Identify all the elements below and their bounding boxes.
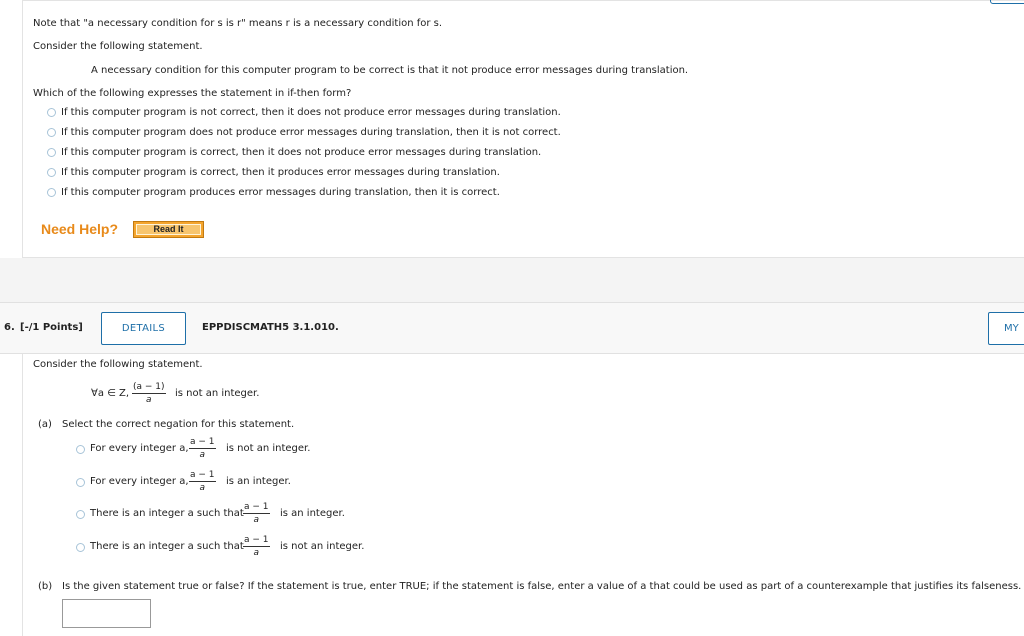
negation-radio-4[interactable] xyxy=(76,543,85,552)
part-b-label: (b) xyxy=(38,581,53,592)
consider-text: Consider the following statement. xyxy=(33,41,203,52)
negation-pre-2: For every integer a, xyxy=(90,476,189,487)
option-label-4: If this computer program is correct, then it produces error messages during translation. xyxy=(61,167,500,178)
negation-fraction-2-denominator: a xyxy=(199,483,206,493)
negation-fraction-1 xyxy=(189,437,216,461)
option-label-3: If this computer program is correct, then it does not produce error messages during translation. xyxy=(61,147,542,158)
option-label-2: If this computer program does not produce error messages during translation, then it is not correct. xyxy=(61,127,561,138)
statement-prefix: ∀a ∈ Z, xyxy=(91,388,130,399)
prompt-text: Which of the following expresses the statement in if-then form? xyxy=(33,88,352,99)
read-it-button[interactable] xyxy=(133,221,204,238)
negation-fraction-2-numerator: a − 1 xyxy=(190,470,215,480)
negation-fraction-1-numerator: a − 1 xyxy=(190,437,215,447)
negation-fraction-3 xyxy=(243,502,270,526)
need-help-label: Need Help? xyxy=(41,221,119,237)
option-label-1: If this computer program is not correct, then it does not produce error messages during translation. xyxy=(61,107,561,118)
part-a-prompt: Select the correct negation for this statement. xyxy=(62,419,295,430)
negation-fraction-2 xyxy=(189,470,216,494)
my-notes-button-top[interactable] xyxy=(990,0,1024,4)
note-text: Note that "a necessary condition for s is r" means r is a necessary condition for s. xyxy=(33,18,443,29)
points-label: [-/1 Points] xyxy=(20,322,83,333)
negation-fraction-3-numerator: a − 1 xyxy=(244,502,269,512)
negation-fraction-4-numerator: a − 1 xyxy=(244,535,269,545)
my-notes-button[interactable]: MY xyxy=(988,312,1024,345)
negation-fraction-1-denominator: a xyxy=(199,450,206,460)
option-label-5: If this computer program produces error messages during translation, then it is correct. xyxy=(61,187,500,198)
negation-fraction-4-denominator: a xyxy=(253,548,260,558)
option-radio-3[interactable] xyxy=(47,148,56,157)
negation-radio-1[interactable] xyxy=(76,445,85,454)
negation-post-1: is not an integer. xyxy=(226,443,311,454)
question-code: EPPDISCMATH5 3.1.010. xyxy=(202,322,339,333)
read-it-label: Read It xyxy=(153,224,184,234)
q6-consider-text: Consider the following statement. xyxy=(33,359,203,370)
statement-text: A necessary condition for this computer program to be correct is that it not produce error messages during translation. xyxy=(91,65,689,76)
statement-suffix: is not an integer. xyxy=(175,388,260,399)
statement-quantifier xyxy=(91,388,129,399)
part-b-prompt: Is the given statement true or false? If the statement is true, enter TRUE; if the statement is false, enter a value of a that could be used as part of a counterexample that justifies its falseness. xyxy=(62,581,1022,592)
option-radio-4[interactable] xyxy=(47,168,56,177)
negation-post-3: is an integer. xyxy=(280,508,345,519)
negation-post-4: is not an integer. xyxy=(280,541,365,552)
statement-fraction-denominator: a xyxy=(146,395,152,405)
question-6-panel xyxy=(22,354,1024,636)
negation-radio-3[interactable] xyxy=(76,510,85,519)
negation-pre-1: For every integer a, xyxy=(90,443,189,454)
option-radio-2[interactable] xyxy=(47,128,56,137)
question-separator xyxy=(0,258,1024,302)
negation-pre-4: There is an integer a such that xyxy=(90,541,244,552)
option-radio-5[interactable] xyxy=(47,188,56,197)
part-a-label: (a) xyxy=(38,419,52,430)
negation-fraction-3-denominator: a xyxy=(253,515,260,525)
details-button[interactable]: DETAILS xyxy=(101,312,186,345)
negation-fraction-4 xyxy=(243,535,270,559)
statement-fraction xyxy=(132,382,166,406)
negation-radio-2[interactable] xyxy=(76,478,85,487)
negation-pre-3: There is an integer a such that xyxy=(90,508,244,519)
question-number: 6. xyxy=(4,322,15,333)
negation-post-2: is an integer. xyxy=(226,476,291,487)
answer-input[interactable] xyxy=(62,599,151,628)
statement-fraction-numerator: (a − 1) xyxy=(133,382,165,392)
option-radio-1[interactable] xyxy=(47,108,56,117)
